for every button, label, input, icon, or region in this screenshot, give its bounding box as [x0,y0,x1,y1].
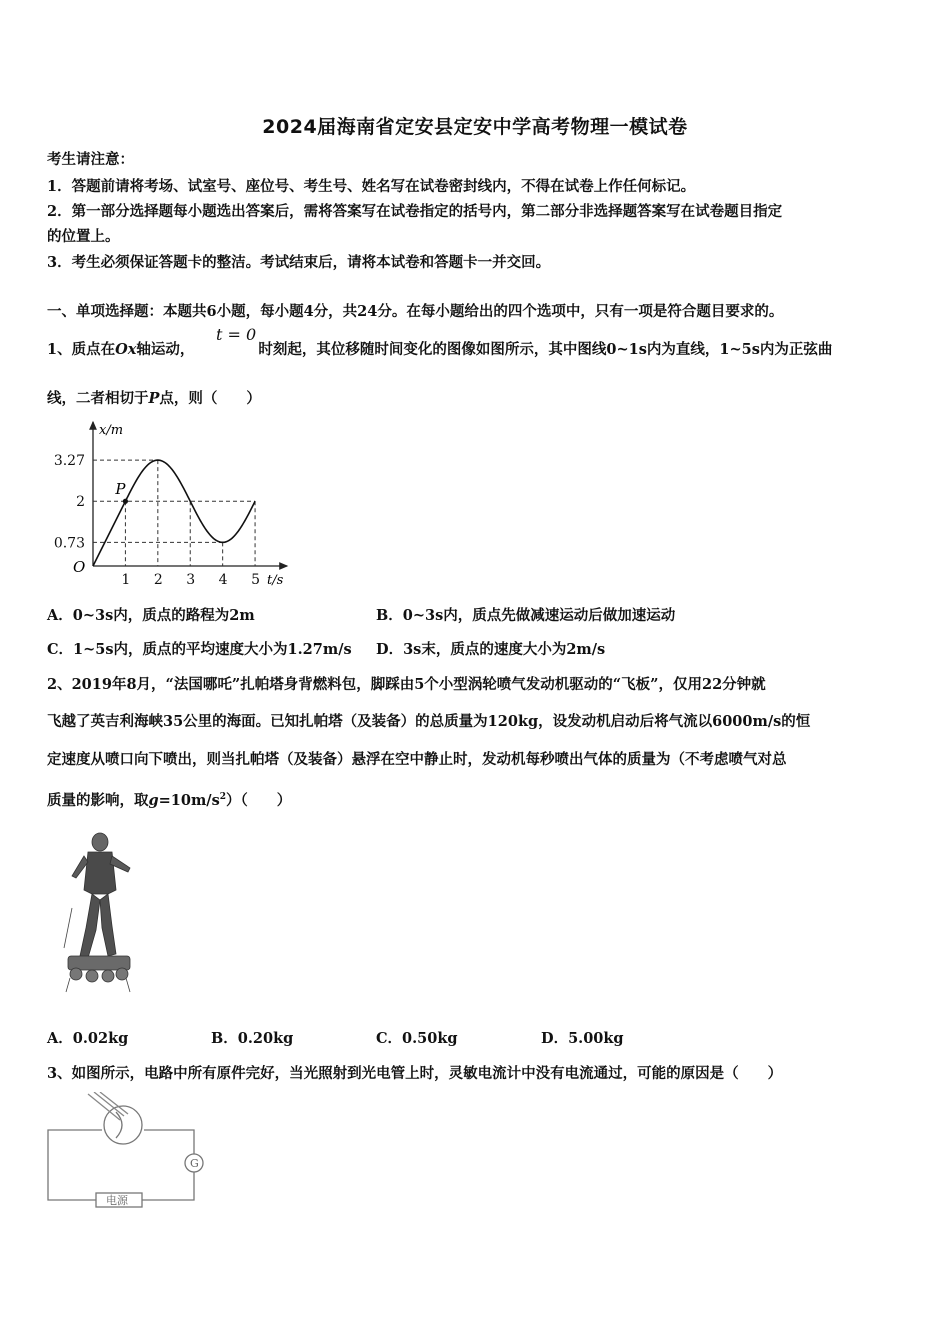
q1-text-c: 时刻起，其位移随时间变化的图像如图所示，其中图线0~1s内为直线，1~5s内为正弦曲 [258,341,833,358]
y-tick-label: 2 [76,494,85,511]
notice-item-3: 3．考生必须保证答题卡的整洁。考试结束后，请将本试卷和答题卡一并交回。 [47,254,551,271]
q1-option-b[interactable]: B．0~3s内，质点先做减速运动后做加速运动 [376,607,676,624]
displacement-time-graph [45,418,295,588]
x-tick-label: 1 [121,572,131,588]
q2-line-2: 飞越了英吉利海峡35公里的海面。已知扎帕塔（及装备）的总质量为120kg，设发动机启动后将气流以6000m/s的恒 [47,713,811,730]
point-p-marker [123,499,128,504]
q2-text-b: =10m/s [158,791,220,809]
x-tick-label: 5 [251,572,260,588]
q2-option-b[interactable]: B．0.20kg [211,1030,294,1047]
q2-g: g [148,791,159,809]
q1-text-b: 轴运动， [136,341,195,358]
q3-text: 3、如图所示，电路中所有原件完好，当光照射到光电管上时，灵敏电流计中没有电流通过，可能的原因是（ ） [47,1065,783,1082]
q1-option-c[interactable]: C．1~5s内，质点的平均速度大小为1.27m/s [47,641,352,658]
q2-line-3: 定速度从喷口向下喷出，则当扎帕塔（及装备）悬浮在空中静止时，发动机每秒喷出气体的质量为（不考虑喷气对总 [47,751,787,768]
x-tick-label: 3 [186,572,196,588]
q1-text-e: 点，则（ ） [159,390,261,407]
q2-sup: 2 [219,792,227,802]
q2-option-a[interactable]: A．0.02kg [47,1030,129,1047]
x-tick-label: 2 [153,572,163,588]
photoelectric-circuit-diagram [44,1092,204,1212]
power-supply-label: 电源 [106,1194,128,1207]
q1-line-2 [47,389,261,409]
q1-line-1 [47,340,832,360]
q2-line-1: 2、2019年8月，“法国哪吒”扎帕塔身背燃料包，脚踩由5个小型涡轮喷气发动机驱动的“飞板”，仅用22分钟就 [47,676,766,693]
q1-text-d: 线，二者相切于 [47,390,149,407]
q2-text-c: ）（ ） [226,791,292,809]
y-tick-label: 3.27 [53,453,85,470]
q1-point-p: P [148,390,160,407]
q1-ox: Ox [115,341,137,358]
section-1-heading: 一、单项选择题：本题共6小题，每小题4分，共24分。在每小题给出的四个选项中，只有一项是符合题目要求的。 [47,303,784,320]
galvanometer-label: G [190,1157,199,1170]
notice-item-2-cont: 的位置上。 [47,228,120,245]
y-axis-label: x/m [99,423,124,438]
origin-label: O [73,558,86,576]
flyboard-rider-figure [50,828,150,998]
point-p-label: P [115,480,126,499]
notice-item-2: 2．第一部分选择题每小题选出答案后，需将答案写在试卷指定的括号内，第二部分非选择题答案写在试卷题目指定 [47,203,783,220]
q2-option-d[interactable]: D．5.00kg [541,1030,624,1047]
q1-t0-formula: t = 0 [216,325,257,344]
exam-title: 2024届海南省定安县定安中学高考物理一模试卷 [262,116,688,138]
q1-option-a[interactable]: A．0~3s内，质点的路程为2m [47,607,255,624]
q2-line-4 [47,787,291,811]
x-axis-label: t/s [267,573,284,588]
displacement-curve [93,460,255,566]
x-tick-label: 4 [218,572,228,588]
q1-text-a: 1、质点在 [47,341,116,358]
notice-item-1: 1．答题前请将考场、试室号、座位号、考生号、姓名写在试卷密封线内，不得在试卷上作任何标记。 [47,178,696,195]
q2-text-a: 质量的影响，取 [47,791,149,809]
q1-option-d[interactable]: D．3s末，质点的速度大小为2m/s [376,641,606,658]
y-tick-label: 0.73 [53,535,85,552]
q2-option-c[interactable]: C．0.50kg [376,1030,458,1047]
notice-heading: 考生请注意： [47,151,134,168]
